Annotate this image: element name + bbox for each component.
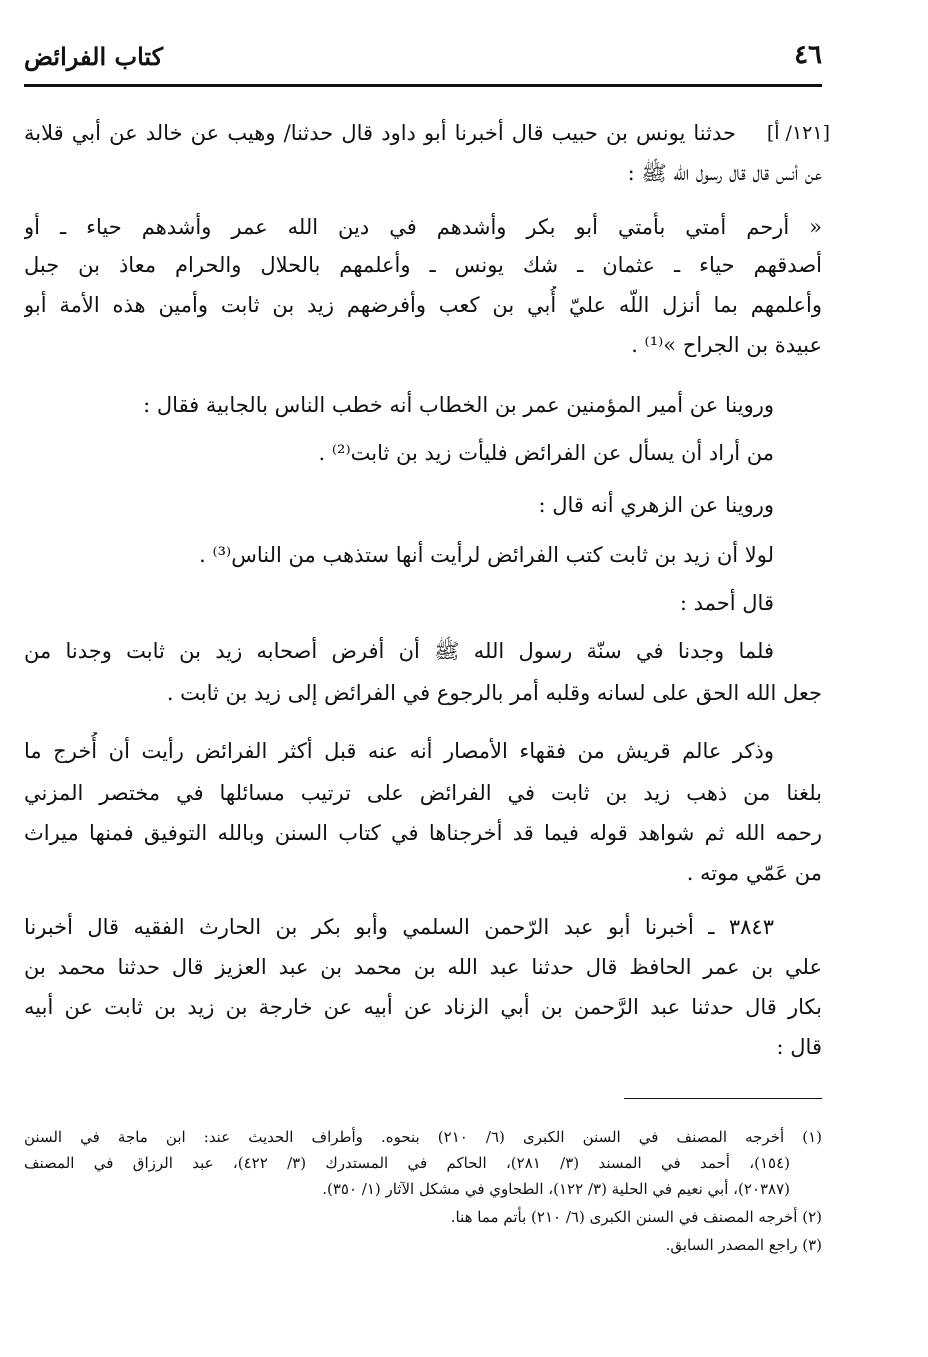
text-line: من أراد أن يسأل عن الفرائض فليأت زيد بن ثابت⁽²⁾ .: [318, 441, 774, 465]
text-line: جعل الله الحق على لسانه وقلبه أمر بالرجوع في الفرائض إلى زيد بن ثابت .: [166, 681, 822, 705]
text-line: وروينا عن أمير المؤمنين عمر بن الخطاب أنه خطب الناس بالجابية فقال :: [143, 393, 774, 417]
text-line: أصدقهم حياء ـ عثمان ـ شك يونس ـ وأعلمهم بالحلال والحرام معاذ بن جبل: [24, 253, 822, 277]
text-line: من عَمّي موته .: [686, 861, 822, 885]
main-text: [24, 102, 830, 1082]
text-line: قال أحمد :: [679, 591, 774, 615]
text-line: بلغنا من ذهب زيد بن ثابت في الفرائض على ترتيب مسائلها في مختصر المزني: [24, 781, 822, 805]
footnote-line: (١٥٤)، أحمد في المسند (٣/ ٢٨١)، الحاكم في المستدرك (٣/ ٤٢٢)، عبد الرزاق في المصنف: [24, 1154, 790, 1172]
text-line: لولا أن زيد بن ثابت كتب الفرائض لرأيت أنها ستذهب من الناس⁽³⁾ .: [199, 543, 774, 567]
header-divider: [24, 84, 822, 87]
text-line: عن أنس قال قال رسول الله ﷺ :: [627, 161, 822, 185]
text-line: ٣٨٤٣ ـ أخبرنا أبو عبد الرّحمن السلمي وأبو بكر بن الحارث الفقيه قال أخبرنا: [24, 915, 774, 939]
page-number: ٤٦: [794, 40, 822, 70]
running-title: كتاب الفرائض: [24, 42, 164, 71]
page-header: [24, 38, 822, 78]
text-line: بكار قال حدثنا عبد الرَّحمن بن أبي الزناد عن أبيه عن خارجة بن زيد بن ثابت عن أبيه: [24, 995, 822, 1019]
text-line: عبيدة بن الجراح »⁽¹⁾ .: [631, 333, 822, 357]
text-line: قال :: [776, 1035, 822, 1059]
text-line: فلما وجدنا في سنّة رسول الله ﷺ أن أفرض أصحابه زيد بن ثابت وجدنا من: [24, 639, 774, 663]
text-line: رحمه الله ثم شواهد قوله فيما قد أخرجناها في كتاب السنن وبالله التوفيق فمنها ميراث: [24, 821, 822, 845]
footnote-line: (٢) أخرجه المصنف في السنن الكبرى (٦/ ٢١٠) بأتم مما هنا.: [450, 1208, 822, 1226]
footnotes: [24, 1124, 822, 1274]
footnote-line: (٢٠٣٨٧)، أبي نعيم في الحلية (٣/ ١٢٢)، الطحاوي في مشكل الآثار (١/ ٣٥٠).: [322, 1180, 790, 1198]
text-line: وأعلمهم بما أنزل اللّه عليّ أُبي بن كعب وأفرضهم زيد بن ثابت وأمين هذه الأمة أبو: [24, 293, 822, 317]
text-line: حدثنا يونس بن حبيب قال أخبرنا أبو داود قال حدثنا/ وهيب عن خالد عن أبي قلابة: [24, 121, 736, 145]
manuscript-folio-marker: [١٢١/ أ]: [766, 122, 830, 144]
footnote-divider: [624, 1098, 822, 1099]
footnote-line: (٣) راجع المصدر السابق.: [665, 1236, 822, 1254]
text-line: « أرحم أمتي بأمتي أبو بكر وأشدهم في دين الله عمر وأشدهم حياء ـ أو: [24, 215, 822, 239]
text-line: علي بن عمر الحافظ قال حدثنا عبد الله بن محمد بن عبد العزيز قال حدثنا محمد بن: [24, 955, 822, 979]
footnote-line: (١) أخرجه المصنف في السنن الكبرى (٦/ ٢١٠) بنحوه. وأطراف الحديث عند: ابن ماجة في السنن: [24, 1128, 822, 1146]
text-line: وذكر عالم قريش من فقهاء الأمصار أنه عنه قبل أكثر الفرائض رأيت أن أُخرج ما: [24, 739, 774, 763]
text-line: وروينا عن الزهري أنه قال :: [538, 493, 774, 517]
